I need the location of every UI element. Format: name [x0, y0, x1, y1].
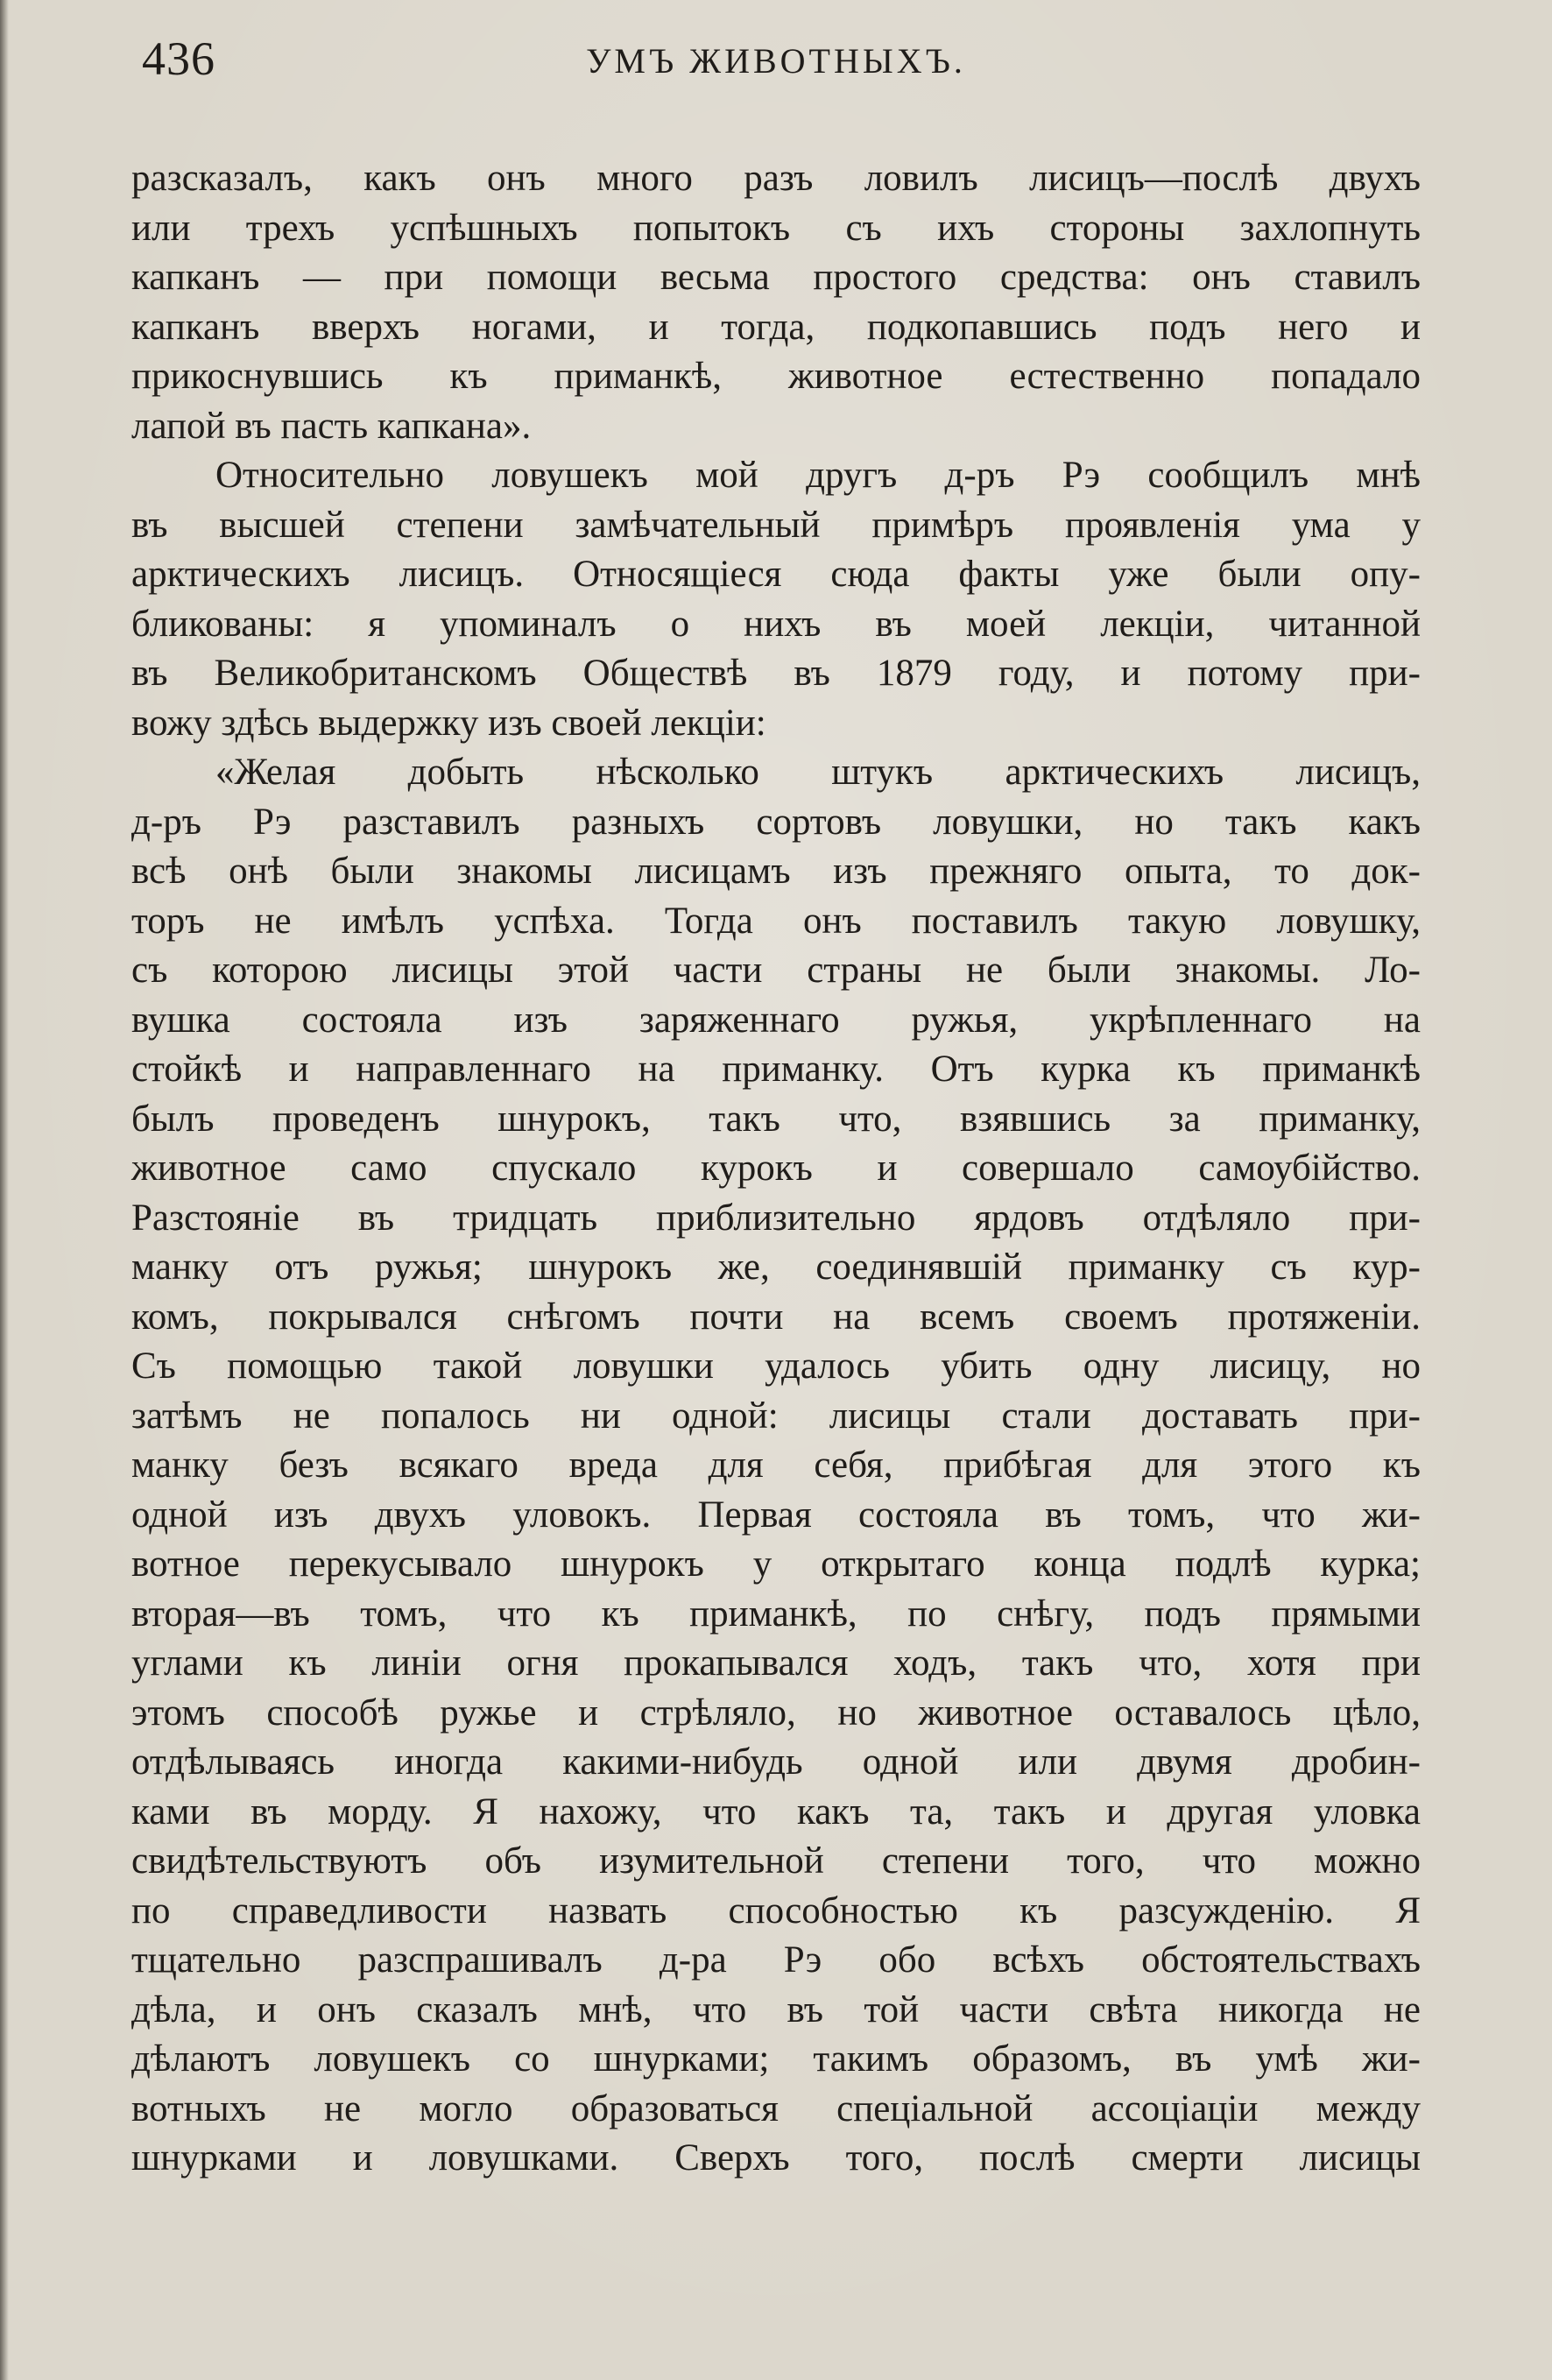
text-line: вотныхъ не могло образоваться спеціальной ассоціаціи между — [131, 2087, 1421, 2129]
text-line: въ высшей степени замѣчательный примѣръ проявленія ума у — [131, 504, 1421, 546]
text-line: тщательно разспрашивалъ д-ра Рэ обо всѣхъ обстоятельствахъ — [131, 1939, 1421, 1981]
text-line: вторая—въ томъ, что къ приманкѣ, по снѣгу, подъ прямыми — [131, 1593, 1421, 1635]
text-line: д-ръ Рэ разставилъ разныхъ сортовъ ловушки, но такъ какъ — [131, 801, 1421, 843]
text-line: торъ не имѣлъ успѣха. Тогда онъ поставилъ такую ловушку, — [131, 900, 1421, 942]
text-line: этомъ способѣ ружье и стрѣляло, но животное оставалось цѣло, — [131, 1691, 1421, 1734]
text-line: разсказалъ, какъ онъ много разъ ловилъ лисицъ—послѣ двухъ — [131, 158, 1421, 199]
text-line: углами къ линіи огня прокапывался ходъ, такъ что, хотя при — [131, 1642, 1421, 1684]
text-line: или трехъ успѣшныхъ попытокъ съ ихъ стороны захлопнуть — [131, 207, 1421, 249]
text-line: Разстояніе въ тридцать приблизительно ярдовъ отдѣляло при- — [131, 1197, 1421, 1239]
text-line: капканъ — при помощи весьма простого средства: онъ ставилъ — [131, 257, 1421, 298]
text-line: шнурками и ловушками. Сверхъ того, послѣ смерти лисицы — [131, 2137, 1421, 2179]
text-line: Относительно ловушекъ мой другъ д-ръ Рэ сообщилъ мнѣ — [215, 455, 1421, 496]
text-line: одной изъ двухъ уловокъ. Первая состояла въ томъ, что жи- — [131, 1494, 1421, 1536]
text-line: въ Великобританскомъ Обществѣ въ 1879 году, и потому при- — [131, 653, 1421, 694]
text-line: манку отъ ружья; шнурокъ же, соединявшій приманку съ кур- — [131, 1246, 1421, 1288]
page-header — [131, 28, 1421, 107]
text-line: вушка состояла изъ заряженнаго ружья, укрѣпленнаго на — [131, 999, 1421, 1041]
text-line: по справедливости назвать способностью къ разсужденію. Я — [131, 1889, 1421, 1932]
text-line: съ которою лисицы этой части страны не были знакомы. Ло- — [131, 950, 1421, 991]
running-head: УМЪ ЖИВОТНЫХЪ. — [586, 41, 966, 81]
text-line: всѣ онѣ были знакомы лисицамъ изъ прежняго опыта, то док- — [131, 851, 1421, 892]
text-line: отдѣлываясь иногда какими-нибудь одной или двумя дробин- — [131, 1741, 1421, 1783]
text-line: свидѣтельствуютъ объ изумительной степени того, что можно — [131, 1840, 1421, 1882]
text-line: бликованы: я упоминалъ о нихъ въ моей лекціи, читанной — [131, 603, 1421, 645]
body-text — [131, 154, 1421, 2184]
text-line: ками въ морду. Я нахожу, что какъ та, такъ и другая уловка — [131, 1790, 1421, 1833]
text-line: комъ, покрывался снѣгомъ почти на всемъ своемъ протяженіи. — [131, 1296, 1421, 1338]
text-line: былъ проведенъ шнурокъ, такъ что, взявшись за приманку, — [131, 1098, 1421, 1140]
text-line: «Желая добыть нѣсколько штукъ арктическихъ лисицъ, — [215, 752, 1421, 793]
text-line: арктическихъ лисицъ. Относящіеся сюда факты уже были опу- — [131, 554, 1421, 595]
text-line: дѣла, и онъ сказалъ мнѣ, что въ той части свѣта никогда не — [131, 1988, 1421, 2030]
text-line: прикоснувшись къ приманкѣ, животное естественно попадало — [131, 356, 1421, 397]
text-line: вотное перекусывало шнурокъ у открытаго конца подлѣ курка; — [131, 1543, 1421, 1585]
text-line: Съ помощью такой ловушки удалось убить одну лисицу, но — [131, 1345, 1421, 1387]
text-line: затѣмъ не попалось ни одной: лисицы стали доставать при- — [131, 1395, 1421, 1437]
text-line: капканъ вверхъ ногами, и тогда, подкопавшись подъ него и — [131, 306, 1421, 348]
text-line: стойкѣ и направленнаго на приманку. Отъ курка къ приманкѣ — [131, 1049, 1421, 1090]
text-line: дѣлаютъ ловушекъ со шнурками; такимъ образомъ, въ умѣ жи- — [131, 2038, 1421, 2080]
text-line: манку безъ всякаго вреда для себя, прибѣгая для этого къ — [131, 1444, 1421, 1486]
text-line: животное само спускало курокъ и совершало самоубійство. — [131, 1148, 1421, 1189]
page-number: 436 — [142, 32, 215, 85]
text-line: вожу здѣсь выдержку изъ своей лекціи: — [131, 702, 766, 744]
text-line: лапой въ пасть капкана». — [131, 405, 532, 447]
page-binding-shadow — [0, 0, 9, 2380]
